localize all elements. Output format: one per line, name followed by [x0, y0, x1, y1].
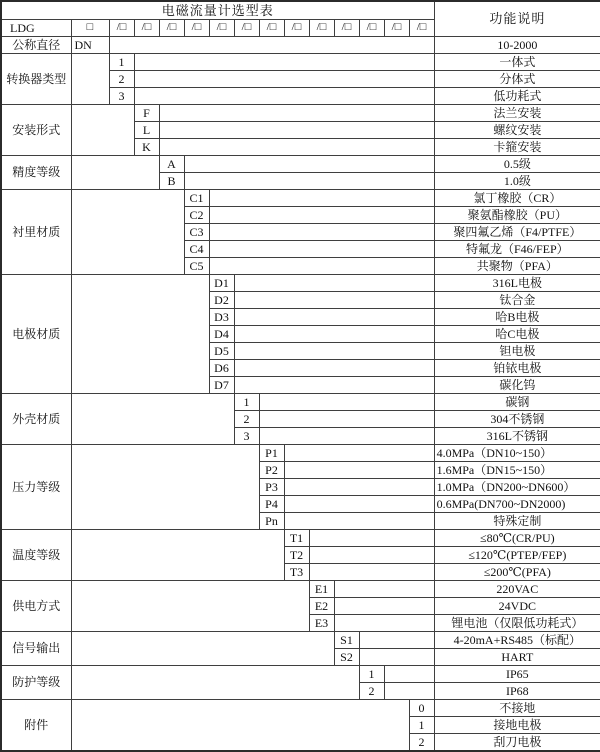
spacer-cell — [334, 598, 434, 615]
code-cell: 2 — [409, 734, 434, 752]
function-desc-cell: 低功耗式 — [434, 88, 600, 105]
model-prefix-label: LDG — [1, 20, 71, 37]
function-desc-cell: 钽电极 — [434, 343, 600, 360]
function-desc-cell: 碳钢 — [434, 394, 600, 411]
code-cell: C1 — [184, 190, 209, 207]
code-cell: 3 — [234, 428, 259, 445]
code-cell: C5 — [184, 258, 209, 275]
section-label: 公称直径 — [1, 37, 71, 54]
table-row — [1, 54, 600, 71]
spacer-cell — [259, 411, 434, 428]
spacer-cell — [234, 292, 434, 309]
function-desc-cell: 特殊定制 — [434, 513, 600, 530]
code-cell: T2 — [284, 547, 309, 564]
function-desc-cell: IP65 — [434, 666, 600, 683]
code-cell: T3 — [284, 564, 309, 581]
code-cell: 2 — [234, 411, 259, 428]
function-desc-cell: IP68 — [434, 683, 600, 700]
spacer-cell — [284, 445, 434, 462]
function-desc-cell: 0.6MPa(DN700~DN2000) — [434, 496, 600, 513]
function-desc-cell: ≤200℃(PFA) — [434, 564, 600, 581]
table-row — [1, 666, 600, 683]
spacer-cell — [209, 190, 434, 207]
code-cell: P1 — [259, 445, 284, 462]
spacer-cell — [109, 37, 434, 54]
spacer-cell — [309, 564, 434, 581]
table-row — [1, 581, 600, 598]
table-row — [1, 190, 600, 207]
code-cell: P2 — [259, 462, 284, 479]
function-desc-cell: 不接地 — [434, 700, 600, 717]
title-row — [1, 1, 600, 20]
spacer-cell — [284, 479, 434, 496]
spacer-cell — [234, 326, 434, 343]
code-cell: 2 — [109, 71, 134, 88]
code-cell: D4 — [209, 326, 234, 343]
spacer-cell — [71, 700, 409, 752]
table-row — [1, 530, 600, 547]
function-desc-cell: 0.5级 — [434, 156, 600, 173]
section-label: 压力等级 — [1, 445, 71, 530]
code-cell: F — [134, 105, 159, 122]
spacer-cell — [334, 581, 434, 598]
code-cell: D2 — [209, 292, 234, 309]
function-desc-cell: 碳化钨 — [434, 377, 600, 394]
spacer-cell — [71, 666, 359, 700]
function-desc-cell: ≤120℃(PTEP/FEP) — [434, 547, 600, 564]
function-desc-cell: 哈B电极 — [434, 309, 600, 326]
table-row — [1, 37, 600, 54]
section-label: 安装形式 — [1, 105, 71, 156]
code-cell: E2 — [309, 598, 334, 615]
spacer-cell — [234, 377, 434, 394]
section-label: 衬里材质 — [1, 190, 71, 275]
function-desc-cell: 法兰安装 — [434, 105, 600, 122]
field-box-cell: /□ — [284, 20, 309, 37]
function-column-header: 功能说明 — [434, 1, 600, 37]
code-cell: D1 — [209, 275, 234, 292]
section-label: 精度等级 — [1, 156, 71, 190]
spacer-cell — [209, 241, 434, 258]
field-box-cell: /□ — [109, 20, 134, 37]
spacer-cell — [159, 105, 434, 122]
field-box-cell: /□ — [334, 20, 359, 37]
field-box-cell: /□ — [159, 20, 184, 37]
spacer-cell — [71, 530, 284, 581]
spacer-cell — [384, 683, 434, 700]
function-desc-cell: 1.0级 — [434, 173, 600, 190]
field-box-cell: /□ — [234, 20, 259, 37]
code-cell: T1 — [284, 530, 309, 547]
section-label: 防护等级 — [1, 666, 71, 700]
spacer-cell — [134, 88, 434, 105]
spacer-cell — [71, 275, 209, 394]
function-desc-cell: 分体式 — [434, 71, 600, 88]
spacer-cell — [384, 666, 434, 683]
code-cell: D5 — [209, 343, 234, 360]
code-cell: 1 — [359, 666, 384, 683]
spacer-cell — [234, 343, 434, 360]
table-row — [1, 394, 600, 411]
function-desc-cell: 4.0MPa（DN10~150） — [434, 445, 600, 462]
spacer-cell — [71, 581, 309, 632]
dn-box-cell: □ — [71, 20, 109, 37]
function-desc-cell: 锂电池（仅限低功耗式） — [434, 615, 600, 632]
code-cell: D3 — [209, 309, 234, 326]
spacer-cell — [71, 156, 159, 190]
spacer-cell — [71, 105, 134, 156]
spacer-cell — [71, 190, 184, 275]
function-desc-cell: 卡箍安装 — [434, 139, 600, 156]
function-desc-cell: 24VDC — [434, 598, 600, 615]
function-desc-cell: 接地电极 — [434, 717, 600, 734]
spacer-cell — [259, 428, 434, 445]
function-desc-cell: 钛合金 — [434, 292, 600, 309]
spacer-cell — [71, 54, 109, 105]
spacer-cell — [159, 122, 434, 139]
table-row — [1, 632, 600, 649]
table-row — [1, 700, 600, 717]
function-desc-cell: 铂铱电极 — [434, 360, 600, 377]
section-label: 温度等级 — [1, 530, 71, 581]
function-desc-cell: 316L电极 — [434, 275, 600, 292]
function-desc-cell: 螺纹安装 — [434, 122, 600, 139]
function-desc-cell: 刮刀电极 — [434, 734, 600, 752]
code-cell: 2 — [359, 683, 384, 700]
field-box-cell: /□ — [384, 20, 409, 37]
spacer-cell — [309, 547, 434, 564]
spacer-cell — [359, 632, 434, 649]
spacer-cell — [359, 649, 434, 666]
spacer-cell — [259, 394, 434, 411]
spacer-cell — [71, 394, 234, 445]
code-cell: S1 — [334, 632, 359, 649]
function-desc-cell: HART — [434, 649, 600, 666]
field-box-cell: /□ — [409, 20, 434, 37]
function-desc-cell: 316L不锈钢 — [434, 428, 600, 445]
spacer-cell — [209, 224, 434, 241]
field-box-cell: /□ — [259, 20, 284, 37]
spacer-cell — [234, 360, 434, 377]
page-title: 电磁流量计选型表 — [1, 1, 434, 20]
spacer-cell — [71, 445, 259, 530]
field-box-cell: /□ — [309, 20, 334, 37]
function-desc-cell: 哈C电极 — [434, 326, 600, 343]
section-label: 供电方式 — [1, 581, 71, 632]
spacer-cell — [134, 54, 434, 71]
code-cell: C3 — [184, 224, 209, 241]
code-cell: 1 — [234, 394, 259, 411]
spacer-cell — [209, 207, 434, 224]
section-label: 电极材质 — [1, 275, 71, 394]
function-desc-cell: 1.6MPa（DN15~150） — [434, 462, 600, 479]
function-desc-cell: 聚氨酯橡胶（PU） — [434, 207, 600, 224]
code-cell: S2 — [334, 649, 359, 666]
code-cell: P4 — [259, 496, 284, 513]
function-desc-cell: 特氟龙（F46/FEP） — [434, 241, 600, 258]
code-cell: DN — [71, 37, 109, 54]
function-desc-cell: ≤80℃(CR/PU) — [434, 530, 600, 547]
field-box-cell: /□ — [184, 20, 209, 37]
spacer-cell — [234, 309, 434, 326]
code-cell: 1 — [409, 717, 434, 734]
field-box-cell: /□ — [209, 20, 234, 37]
spacer-cell — [134, 71, 434, 88]
code-cell: D6 — [209, 360, 234, 377]
code-cell: E1 — [309, 581, 334, 598]
code-cell: C4 — [184, 241, 209, 258]
spacer-cell — [284, 462, 434, 479]
function-desc-cell: 1.0MPa（DN200~DN600） — [434, 479, 600, 496]
code-cell: 3 — [109, 88, 134, 105]
section-label: 信号输出 — [1, 632, 71, 666]
spacer-cell — [284, 496, 434, 513]
spacer-cell — [71, 632, 334, 666]
code-cell: D7 — [209, 377, 234, 394]
code-cell: Pn — [259, 513, 284, 530]
spacer-cell — [284, 513, 434, 530]
spacer-cell — [234, 275, 434, 292]
code-cell: A — [159, 156, 184, 173]
section-label: 附件 — [1, 700, 71, 752]
code-cell: B — [159, 173, 184, 190]
code-cell: P3 — [259, 479, 284, 496]
table-row — [1, 105, 600, 122]
section-label: 外壳材质 — [1, 394, 71, 445]
function-desc-cell: 一体式 — [434, 54, 600, 71]
code-cell: L — [134, 122, 159, 139]
function-desc-cell: 10-2000 — [434, 37, 600, 54]
spacer-cell — [334, 615, 434, 632]
table-row — [1, 156, 600, 173]
spacer-cell — [209, 258, 434, 275]
function-desc-cell: 4-20mA+RS485（标配） — [434, 632, 600, 649]
field-box-cell: /□ — [134, 20, 159, 37]
code-cell: C2 — [184, 207, 209, 224]
spacer-cell — [184, 173, 434, 190]
table-row — [1, 445, 600, 462]
function-desc-cell: 聚四氟乙烯（F4/PTFE） — [434, 224, 600, 241]
section-label: 转换器类型 — [1, 54, 71, 105]
function-desc-cell: 304不锈钢 — [434, 411, 600, 428]
function-desc-cell: 氯丁橡胶（CR） — [434, 190, 600, 207]
code-cell: 1 — [109, 54, 134, 71]
code-cell: K — [134, 139, 159, 156]
code-cell: 0 — [409, 700, 434, 717]
code-cell: E3 — [309, 615, 334, 632]
table-row — [1, 275, 600, 292]
function-desc-cell: 220VAC — [434, 581, 600, 598]
spacer-cell — [309, 530, 434, 547]
spacer-cell — [159, 139, 434, 156]
function-desc-cell: 共聚物（PFA） — [434, 258, 600, 275]
field-box-cell: /□ — [359, 20, 384, 37]
spacer-cell — [184, 156, 434, 173]
